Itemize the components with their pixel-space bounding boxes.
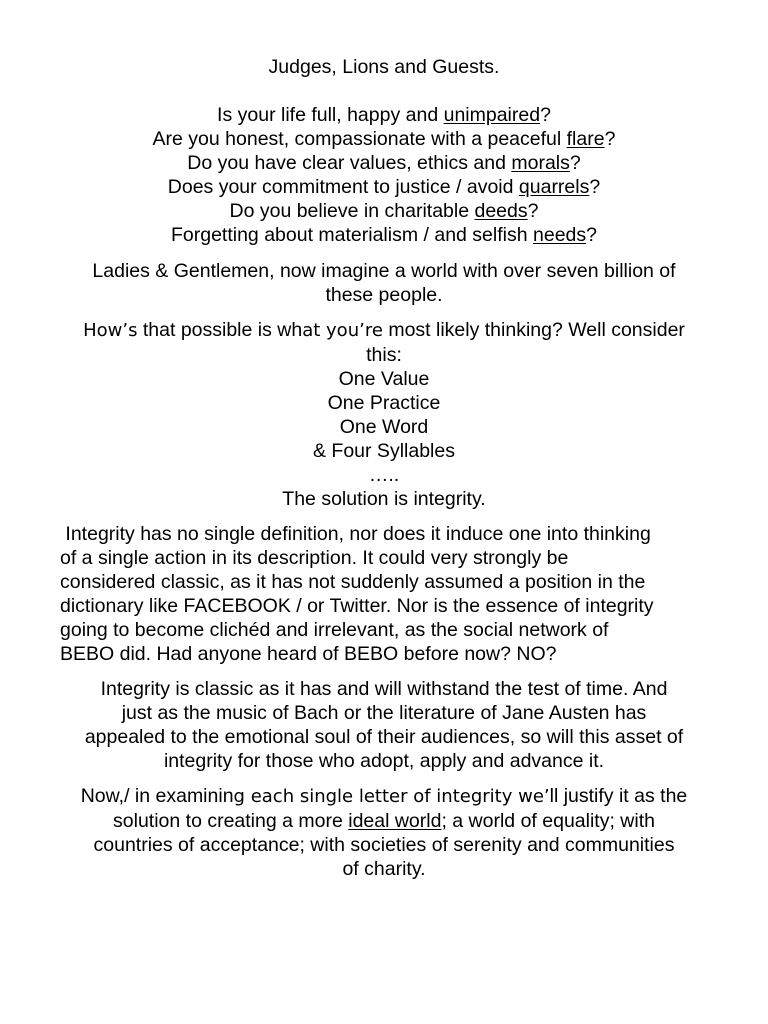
poem-line-1: Is your life full, happy and unimpaired? <box>217 104 551 126</box>
poem-line-3: Do you have clear values, ethics and morals? <box>187 152 581 174</box>
underlined-word: quarrels <box>518 176 590 198</box>
paragraph-line: countries of acceptance; with societies of serenity and communities <box>93 834 675 856</box>
poem-line-4: Does your commitment to justice / avoid quarrels? <box>167 176 601 198</box>
paragraph-classic <box>60 677 708 773</box>
paragraph-line: ….. <box>368 464 400 486</box>
paragraph-line: How’s that possible is what you’re most likely thinking? Well consider <box>83 319 685 341</box>
paragraph-line: Ladies & Gentlemen, now imagine a world with over seven billion of <box>92 260 676 282</box>
opening-poem <box>60 103 708 247</box>
paragraph-line: this: <box>366 344 402 366</box>
paragraph-line: Now,/ in examining each single letter of integrity we’ll justify it as the <box>80 785 688 807</box>
speech-title: Judges, Lions and Guests. <box>268 56 500 78</box>
paragraph-line: of charity. <box>342 858 426 880</box>
paragraph-line: of a single action in its description. It could very strongly be <box>60 547 569 569</box>
underlined-word: morals <box>511 152 570 174</box>
paragraph-line: integrity for those who adopt, apply and advance it. <box>163 750 605 772</box>
paragraph-examining <box>60 784 708 881</box>
paragraph-line: Integrity is classic as it has and will withstand the test of time. And <box>100 678 668 700</box>
poem-line-5: Do you believe in charitable deeds? <box>229 200 539 222</box>
paragraph-line: dictionary like FACEBOOK / or Twitter. Nor is the essence of integrity <box>60 595 654 617</box>
paragraph-line: considered classic, as it has not suddenly assumed a position in the <box>60 571 646 593</box>
paragraph-line: just as the music of Bach or the literature of Jane Austen has <box>121 702 647 724</box>
paragraph-line: appealed to the emotional soul of their audiences, so will this asset of <box>84 726 684 748</box>
paragraph-line: One Value <box>338 368 430 390</box>
document-page <box>60 55 708 892</box>
paragraph-line: One Practice <box>327 392 441 414</box>
underlined-word: deeds <box>474 200 528 222</box>
underlined-word: unimpaired <box>443 104 541 126</box>
underlined-word: needs <box>533 224 587 246</box>
paragraph-imagine <box>60 259 708 307</box>
paragraph-definition <box>60 522 708 666</box>
paragraph-line: BEBO did. Had anyone heard of BEBO before now? NO? <box>60 643 557 665</box>
paragraph-solution <box>60 318 708 511</box>
paragraph-line: The solution is integrity. <box>282 488 486 510</box>
paragraph-line: going to become clichéd and irrelevant, as the social network of <box>60 619 609 641</box>
underlined-word: ideal world <box>348 810 442 832</box>
paragraph-line: Integrity has no single definition, nor does it induce one into thinking <box>60 523 651 545</box>
paragraph-line: these people. <box>325 284 443 306</box>
poem-line-6: Forgetting about materialism / and selfish needs? <box>170 224 597 246</box>
paragraph-line: & Four Syllables <box>313 440 455 462</box>
paragraph-line: One Word <box>339 416 429 438</box>
paragraph-line: solution to creating a more ideal world; a world of equality; with <box>113 810 655 832</box>
poem-line-2: Are you honest, compassionate with a peaceful flare? <box>152 128 616 150</box>
underlined-word: flare <box>566 128 605 150</box>
